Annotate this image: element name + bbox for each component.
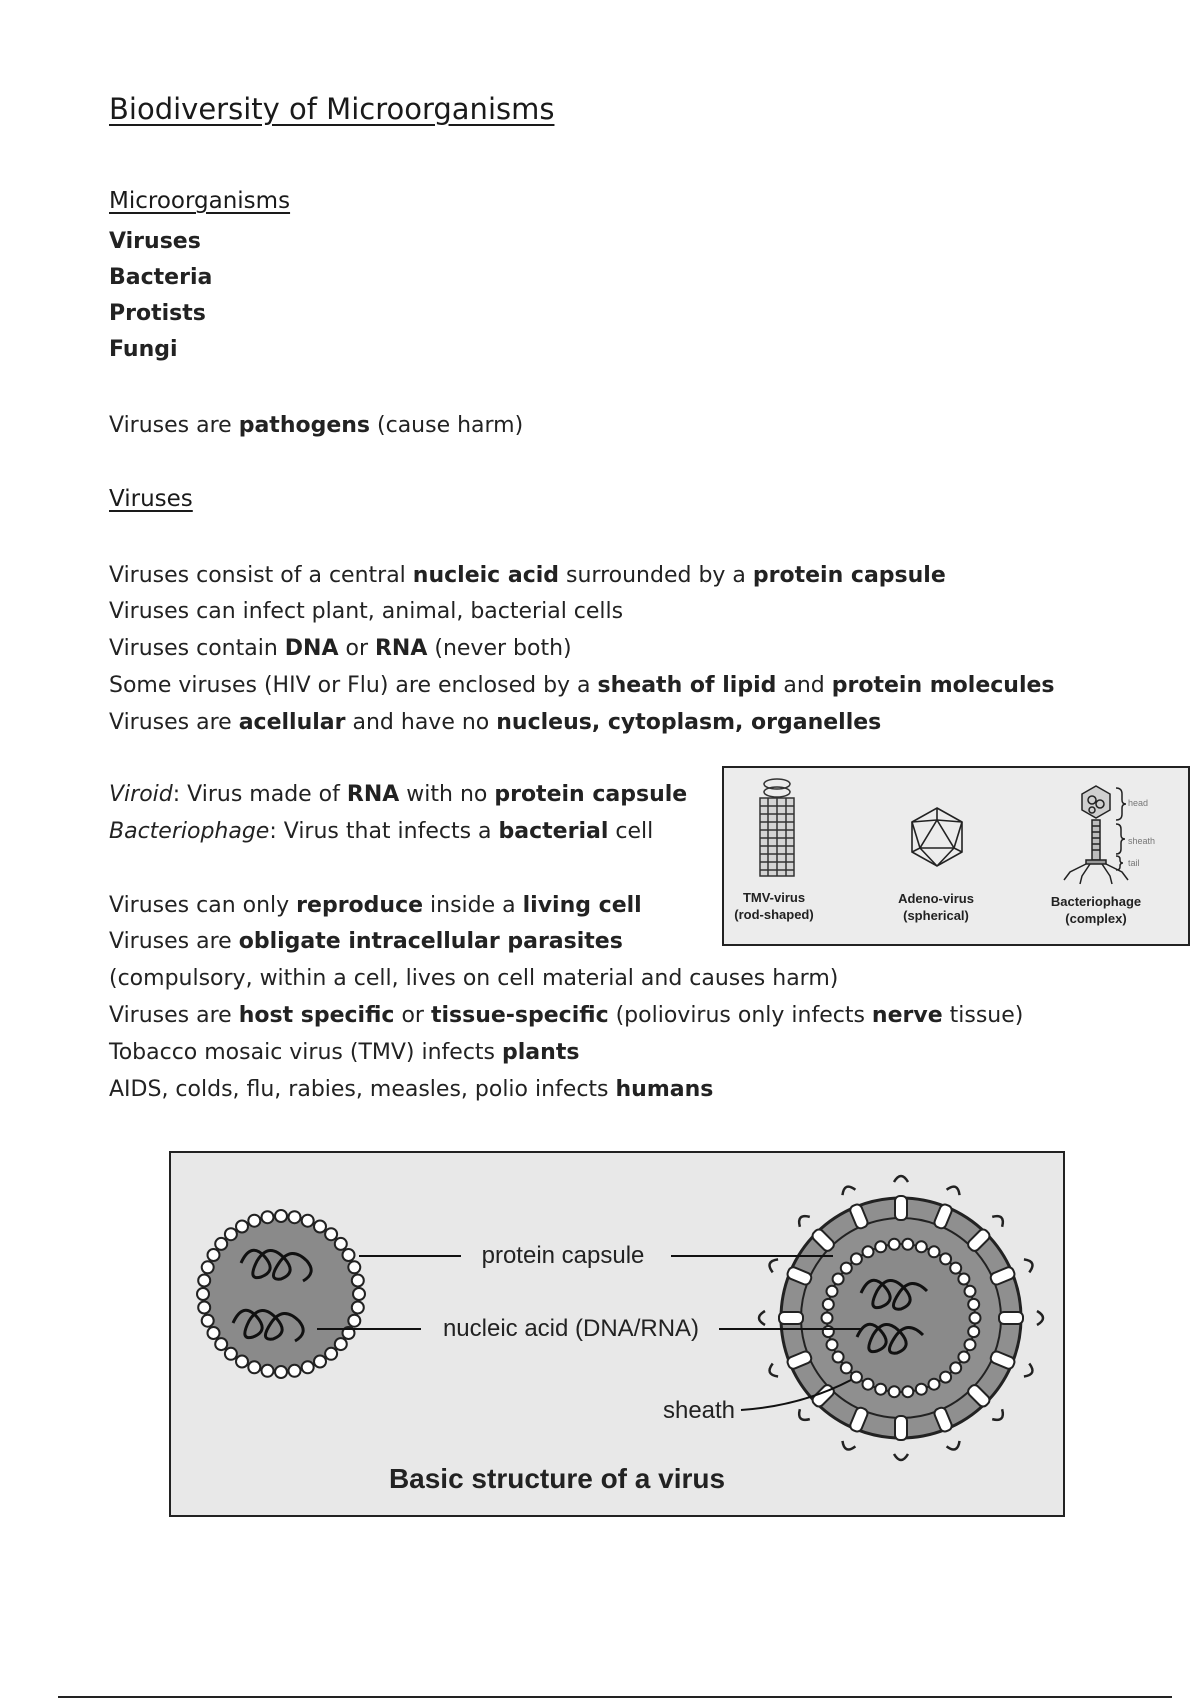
surface-protein [894, 1454, 908, 1460]
capsule-bead [940, 1253, 951, 1264]
capsule-bead [325, 1348, 337, 1360]
virus-structure-figure [169, 1151, 1065, 1517]
capsule-bead [902, 1239, 913, 1250]
capsule-bead [302, 1215, 314, 1227]
capsule-bead [827, 1286, 838, 1297]
page-bottom-rule [58, 1696, 1172, 1698]
capsule-bead [851, 1372, 862, 1383]
capsule-bead [215, 1338, 227, 1350]
virus-structure-illustration [171, 1153, 1063, 1515]
virus-fact-line: Viruses are obligate intracellular parasites [109, 929, 623, 954]
virus-fact-line: AIDS, colds, flu, rabies, measles, polio infects humans [109, 1077, 714, 1102]
tmv-virus-drawing [760, 779, 794, 876]
capsule-bead [902, 1386, 913, 1397]
surface-protein [759, 1311, 765, 1325]
surface-protein [1037, 1311, 1043, 1325]
surface-protein [840, 1184, 855, 1195]
virus-types-figure [722, 766, 1190, 946]
capsule-bead [343, 1249, 355, 1261]
surface-protein [1024, 1364, 1035, 1379]
capsule-bead [965, 1339, 976, 1350]
capsule-bead [289, 1365, 301, 1377]
capsule-bead [968, 1326, 979, 1337]
surface-protein [840, 1441, 855, 1452]
virus-fact-line: Tobacco mosaic virus (TMV) infects plants [109, 1040, 580, 1065]
capsule-bead [851, 1253, 862, 1264]
capsule-bead [202, 1261, 214, 1273]
sheath-spike [999, 1312, 1023, 1324]
virus-types-illustration [724, 768, 1188, 944]
adeno-virus-drawing [912, 808, 962, 866]
label-protein-capsule: protein capsule [481, 1242, 645, 1269]
capsule-bead [348, 1315, 360, 1327]
virus-fact-line: Viruses consist of a central nucleic acid surrounded by a protein capsule [109, 563, 946, 588]
capsule-bead [841, 1263, 852, 1274]
capsule-bead [225, 1228, 237, 1240]
phage-part-head-label: head [1128, 798, 1149, 808]
bacteriophage-drawing [1064, 786, 1128, 884]
capsule-bead [833, 1274, 844, 1285]
virus-fact-line: Viruses can infect plant, animal, bacterial cells [109, 599, 624, 624]
phage-part-sheath-label: sheath [1128, 836, 1156, 846]
capsule-bead [197, 1288, 209, 1300]
capsule-bead [822, 1313, 833, 1324]
capsule-bead [208, 1249, 220, 1261]
virus-fact-line: Viruses are acellular and have no nucleus, cytoplasm, organelles [109, 710, 882, 735]
capsule-bead [958, 1352, 969, 1363]
capsule-bead [827, 1339, 838, 1350]
capsule-bead [352, 1302, 364, 1314]
label-sheath: sheath [662, 1397, 736, 1424]
surface-protein [992, 1213, 1006, 1227]
tmv-shape-label: (rod-shaped) [734, 907, 814, 922]
capsule-bead [335, 1338, 347, 1350]
surface-protein [992, 1409, 1006, 1423]
capsule-bead [215, 1238, 227, 1250]
capsule-bead [236, 1356, 248, 1368]
capsule-bead [262, 1365, 274, 1377]
capsule-bead [314, 1221, 326, 1233]
capsule-bead [208, 1327, 220, 1339]
surface-protein [796, 1409, 810, 1423]
capsule-bead [236, 1221, 248, 1233]
virus-fact-line: (compulsory, within a cell, lives on cell material and causes harm) [109, 966, 839, 991]
adeno-label: Adeno-virus [898, 891, 974, 906]
capsule-bead [198, 1302, 210, 1314]
phage-shape-label: (complex) [1065, 911, 1127, 926]
capsule-bead [970, 1313, 981, 1324]
surface-protein [767, 1257, 778, 1272]
enveloped-virus-drawing [759, 1176, 1043, 1460]
label-nucleic-acid: nucleic acid (DNA/RNA) [442, 1315, 700, 1342]
capsule-bead [248, 1215, 260, 1227]
sheath-spike [779, 1312, 803, 1324]
surface-protein [947, 1441, 962, 1452]
list-item: Bacteria [109, 265, 213, 290]
page-title: Biodiversity of Microorganisms [109, 92, 555, 126]
capsule-bead [889, 1386, 900, 1397]
capsule-bead [823, 1326, 834, 1337]
capsule-bead [841, 1362, 852, 1373]
list-item: Protists [109, 301, 206, 326]
figure-caption: Basic structure of a virus [388, 1463, 726, 1494]
capsule-bead [314, 1356, 326, 1368]
capsule-bead [958, 1274, 969, 1285]
capsule-bead [875, 1384, 886, 1395]
surface-protein [1024, 1257, 1035, 1272]
capsule-bead [863, 1379, 874, 1390]
capsule-bead [968, 1299, 979, 1310]
capsule-bead [929, 1379, 940, 1390]
capsule-bead [833, 1352, 844, 1363]
sheath-spike [895, 1416, 907, 1440]
capsule-bead [950, 1362, 961, 1373]
list-item: Viruses [109, 229, 201, 254]
capsule-bead [302, 1361, 314, 1373]
phage-part-tail-label: tail [1128, 858, 1140, 868]
capsule-bead [262, 1211, 274, 1223]
capsule-bead [875, 1241, 886, 1252]
viruses-heading: Viruses [109, 486, 193, 512]
simple-virus-drawing [197, 1210, 365, 1378]
surface-protein [796, 1213, 810, 1227]
virus-fact-line: Viruses contain DNA or RNA (never both) [109, 636, 572, 661]
capsule-bead [353, 1288, 365, 1300]
pathogen-statement: Viruses are pathogens (cause harm) [109, 413, 524, 438]
virus-fact-line: Some viruses (HIV or Flu) are enclosed by a sheath of lipid and protein molecules [109, 673, 1055, 698]
viroid-definition: Viroid: Virus made of RNA with no protein capsule [109, 782, 688, 807]
surface-protein [767, 1364, 778, 1379]
capsule-bead [916, 1384, 927, 1395]
sheath-spike [895, 1196, 907, 1220]
microorganisms-heading: Microorganisms [109, 188, 291, 214]
capsule-bead [863, 1246, 874, 1257]
adeno-shape-label: (spherical) [903, 908, 969, 923]
tmv-label: TMV-virus [742, 890, 806, 905]
capsule-bead [225, 1348, 237, 1360]
phage-label: Bacteriophage [1050, 894, 1142, 909]
capsule-bead [916, 1241, 927, 1252]
capsule-bead [198, 1275, 210, 1287]
capsule-bead [275, 1210, 287, 1222]
surface-protein [947, 1184, 962, 1195]
capsule-bead [348, 1261, 360, 1273]
capsule-bead [202, 1315, 214, 1327]
capsule-bead [950, 1263, 961, 1274]
capsule-bead [823, 1299, 834, 1310]
capsule-bead [335, 1238, 347, 1250]
capsule-bead [325, 1228, 337, 1240]
capsule-bead [889, 1239, 900, 1250]
capsule-bead [248, 1361, 260, 1373]
capsule-bead [929, 1246, 940, 1257]
surface-protein [894, 1176, 908, 1182]
capsule-bead [352, 1275, 364, 1287]
capsule-bead [275, 1366, 287, 1378]
capsule-bead [965, 1286, 976, 1297]
list-item: Fungi [109, 337, 178, 362]
capsule-bead [940, 1372, 951, 1383]
capsule-bead [289, 1211, 301, 1223]
virus-fact-line: Viruses are host specific or tissue-specific (poliovirus only infects nerve tissue) [109, 1003, 1024, 1028]
virus-fact-line: Viruses can only reproduce inside a living cell [109, 893, 642, 918]
bacteriophage-definition: Bacteriophage: Virus that infects a bacterial cell [109, 819, 654, 844]
